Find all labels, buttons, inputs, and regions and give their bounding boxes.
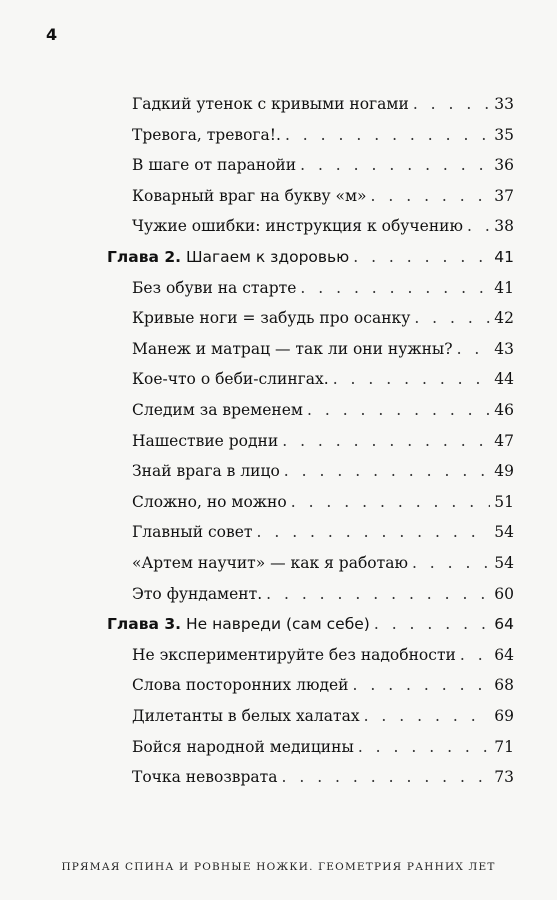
toc-dot-leader [285,122,490,148]
toc-entry-title: Следим за временем [132,401,303,419]
toc-dot-leader [413,91,490,117]
toc-dot-leader [353,244,490,270]
toc-entry-row [132,489,514,515]
toc-page-number: 71 [494,737,514,756]
toc-page-number: 47 [494,431,514,450]
toc-entry-row [132,122,514,148]
toc-page-number: 41 [494,248,514,266]
toc-chapter-name: Шагаем к здоровью [185,248,350,266]
toc-dot-leader [364,703,491,729]
toc-page-number: 38 [494,217,514,236]
toc-entry-row [132,275,514,301]
toc-entry-row [132,703,514,729]
toc-dot-leader [282,764,491,790]
toc-entry-row [132,213,514,239]
toc-entry-title: Точка невозврата [132,768,278,787]
toc-page-number: 42 [494,309,514,328]
toc-page-number: 73 [494,768,514,787]
toc-dot-leader [257,519,491,545]
toc-entry-title: Коварный враг на букву «м» [132,186,367,205]
running-footer: ПРЯМАЯ СПИНА И РОВНЫЕ НОЖКИ. ГЕОМЕТРИЯ РАННИХ ЛЕТ [61,861,496,873]
toc-dot-leader [412,550,490,576]
toc-dot-leader [353,672,491,698]
toc-entry-row [132,581,514,607]
toc-entry-title: Бойся народной медицины [132,737,354,756]
toc-dot-leader [282,428,490,454]
toc-page-number: 33 [494,95,514,113]
toc-chapter-name: Не навреди (сам себе) [185,615,370,634]
toc-page-number: 64 [494,615,514,634]
toc-entry-row [132,734,514,760]
toc-page-number: 43 [494,339,514,358]
toc-entry-row [132,764,514,790]
toc-entry-row [132,91,514,117]
toc-dot-leader [457,336,491,362]
toc-entry-row [132,519,514,545]
toc-chapter-row [107,244,514,270]
toc-page-number: 54 [494,523,514,542]
toc-entry-row [132,336,514,362]
toc-entry-title: Тревога, тревога!. [132,125,281,144]
toc-page-number: 69 [494,707,514,725]
toc-entry-title: «Артем научит» — как я работаю [132,554,408,572]
toc-entry-title: Это фундамент. [132,584,263,603]
toc-entry-row [132,550,514,576]
toc-page-number: 35 [494,125,514,144]
toc-page-number: 51 [494,492,514,511]
toc-entry-title: Кое-что о беби-слингах. [132,370,329,389]
toc-dot-leader [374,611,490,637]
toc-entry-title: Нашествие родни [132,431,279,450]
toc-dot-leader [460,642,490,668]
toc-dot-leader [300,275,490,301]
toc-entry-title: Манеж и матрац — так ли они нужны? [132,339,453,358]
toc-page-number: 60 [494,584,514,603]
toc-entry-row [132,397,514,423]
toc-entry-row [132,672,514,698]
toc-page-number: 41 [494,278,514,297]
toc-dot-leader [307,397,490,423]
toc-entry-row [132,305,514,331]
toc-entry-title: Главный совет [132,523,253,542]
toc-entry-row [132,366,514,392]
toc-dot-leader [291,489,491,515]
toc-entry-row [132,183,514,209]
toc-page-number: 44 [494,370,514,389]
toc-entry-title: Кривые ноги = забудь про осанку [132,309,411,328]
toc-dot-leader [333,366,491,392]
toc-page-number: 46 [494,401,514,419]
toc-entry-title: Слова посторонних людей [132,676,349,695]
toc-page-number: 68 [494,676,514,695]
toc-dot-leader [371,183,491,209]
toc-chapter-number: Глава 2. [107,248,182,266]
toc-entry-title: Без обуви на старте [132,278,297,297]
toc-entry-title: Не экспериментируйте без надобности [132,645,456,664]
toc-chapter-number: Глава 3. [107,615,182,634]
toc-chapter-title [107,611,370,637]
toc-dot-leader [467,213,490,239]
toc-dot-leader [284,458,490,484]
toc-dot-leader [266,581,490,607]
toc-page-number: 49 [494,462,514,481]
toc-chapter-row [107,611,514,637]
toc-entry-row [132,458,514,484]
toc-entry-title: Сложно, но можно [132,492,287,511]
toc-dot-leader [300,152,490,178]
toc-page-number: 64 [494,645,514,664]
toc-entry-row [132,642,514,668]
toc-page-number: 54 [494,554,514,572]
toc-dot-leader [358,734,490,760]
page-number: 4 [46,25,58,44]
toc-entry-row [132,428,514,454]
toc-page-number: 36 [494,156,514,175]
toc-entry-title: Гадкий утенок с кривыми ногами [132,95,409,113]
toc-dot-leader [414,305,490,331]
toc-page-number: 37 [494,186,514,205]
toc-entry-title: Знай врага в лицо [132,462,280,481]
toc-entry-title: Дилетанты в белых халатах [132,707,360,725]
toc-chapter-title [107,244,349,270]
toc-entry-title: Чужие ошибки: инструкция к обучению [132,217,463,236]
toc-entry-title: В шаге от паранойи [132,156,297,175]
toc-entry-row [132,152,514,178]
